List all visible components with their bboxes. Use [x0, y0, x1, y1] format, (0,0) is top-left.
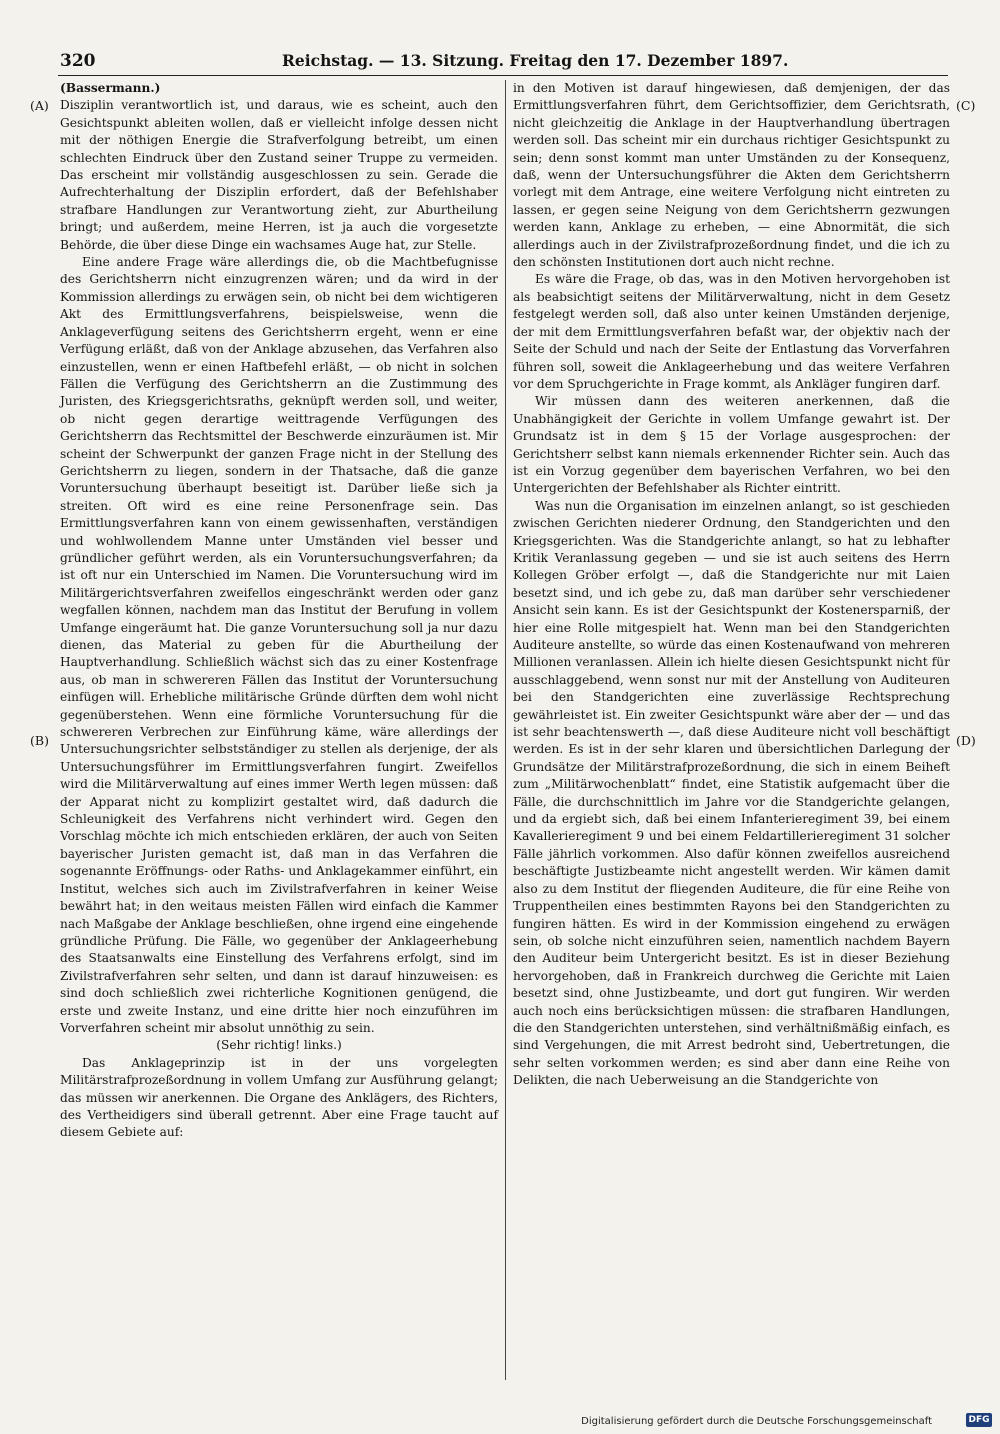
- running-title: Reichstag. — 13. Sitzung. Freitag den 17. Dezember 1897.: [282, 51, 789, 70]
- speaker-name: (Bassermann.): [60, 81, 161, 95]
- paragraph: Wir müssen dann des weiteren anerkennen, daß die Unabhängigkeit der Gerichte in vollem Umfange gewahrt ist. Der Grundsatz ist in dem § 15 der Vorlage ausgesprochen: der Gerichtsherr selbst kann niemals erkennender Richter sein. Auch das ist ein Vorzug gegenüber dem bayerischen Verfahren, wo bei den Untergerichten der Befehlshaber als Richter eintritt.: [513, 394, 950, 496]
- page-number: 320: [60, 51, 96, 71]
- paragraph: Das Anklageprinzip ist in der uns vorgelegten Militärstrafprozeßordnung in vollem Umfang zur Ausführung gelangt; das müssen wir anerkennen. Die Organe des Anklägers, des Richters, des Vertheidigers sind überall getrennt. Aber eine Frage taucht auf diesem Gebiete auf:: [60, 1055, 498, 1140]
- right-column: [513, 80, 950, 1090]
- left-column: [60, 80, 498, 1142]
- paragraph: in den Motiven ist darauf hingewiesen, daß demjenigen, der das Ermittlungsverfahren führt, dem Gerichtsoffizier, dem Gerichtsrath, nicht gleichzeitig die Anklage in der Hauptverhandlung übertragen werden soll. Das scheint mir ein durchaus richtiger Gesichtspunkt zu sein; denn sonst kommt man unter Umständen zu der Konsequenz, daß, wenn der Untersuchungsführer die Akten dem Gerichtsherrn vorlegt mit dem Antrage, eine weitere Verfolgung nicht eintreten zu lassen, er gegen seine Neigung von dem Gerichtsherrn gezwungen werden kann, Anklage zu erheben, — eine Abnormität, die sich allerdings auch in der Zivilstrafprozeßordnung findet, und die ich zu den schönsten Institutionen dort auch nicht rechne.: [513, 81, 950, 270]
- header-rule: [58, 75, 948, 76]
- digitization-credit: Digitalisierung gefördert durch die Deutsche Forschungsgemeinschaft: [581, 1416, 932, 1427]
- dfg-logo-icon: DFG: [966, 1413, 992, 1427]
- paragraph: Es wäre die Frage, ob das, was in den Motiven hervorgehoben ist als beabsichtigt seitens der Militärverwaltung, nicht in dem Gesetz festgelegt werden soll, daß also unter keinen Umständen derjenige, der mit dem Ermittlungsverfahren befaßt war, der objektiv nach der Seite der Schuld und nach der Seite der Entlastung das Vorverfahren führen soll, soweit die Anklageerhebung und das weitere Verfahren vor dem Spruchgerichte in Frage kommt, als Ankläger fungiren darf.: [513, 272, 950, 391]
- paragraph: Was nun die Organisation im einzelnen anlangt, so ist geschieden zwischen Gerichten niederer Ordnung, den Standgerichten und den Kriegsgerichten. Was die Standgerichte anlangt, so hat zu lebhafter Kritik Veranlassung gegeben — und sie ist auch seitens des Herrn Kollegen Gröber erfolgt —, daß die Standgerichte nur mit Laien besetzt sind, und ich gebe zu, daß man darüber sehr verschiedener Ansicht sein kann. Es ist der Gesichtspunkt der Kostenersparniß, der hier eine Rolle mitgespielt hat. Wenn man bei den Standgerichten Auditeure anstellte, so würde das einen Kostenaufwand von mehreren Millionen veranlassen. Allein ich hielte diesen Gesichtspunkt nicht für ausschlaggebend, wenn sonst nur mit der Anstellung von Auditeuren bei den Standgerichten eine zuverlässige Rechtsprechung gewährleistet ist. Ein zweiter Gesichtspunkt wäre aber der — und das ist sehr beachtenswerth —, daß diese Auditeure nicht voll beschäftigt werden. Es ist in der sehr klaren und übersichtlichen Darlegung der Grundsätze der Militärstrafprozeßordnung, die sich in einem Beiheft zum „Militärwochenblatt“ findet, eine Statistik aufgemacht über die Fälle, die durchschnittlich im Jahre vor die Standgerichte gelangen, und da ergiebt sich, daß bei einem Infanterieregiment 39, bei einem Kavallerieregiment 9 und bei einem Feldartillerieregiment 31 solcher Fälle jährlich vorkommen. Also dafür können zweifellos ausreichend beschäftigte Justizbeamte nicht angestellt werden. Wir kämen damit also zu dem Institut der fliegenden Auditeure, die für eine Reihe von Truppentheilen eines bestimmten Rayons bei den Standgerichten zu fungiren hätten. Es wird in der Kommission eingehend zu erwägen sein, ob solche nicht einzuführen seien, namentlich nachdem Bayern den Auditeur beim Untergericht besitzt. Es ist in dieser Beziehung hervorgehoben, daß in Frankreich durchweg die Gerichte mit Laien besetzt sind, ohne Justizbeamte, und dort gut fungiren. Wir werden auch noch eins berücksichtigen müssen: die strafbaren Handlungen, die den Standgerichten unterstehen, sind verhältnißmäßig einfach, es sind Vergehungen, die mit Arrest bedroht sind, Uebertretungen, die sehr selten vorkommen werden; es sind aber dann eine Reihe von Delikten, die nach Ueberweisung an die Standgerichte von: [513, 498, 950, 1088]
- margin-marker-d: (D): [956, 733, 976, 748]
- column-divider: [505, 80, 506, 1380]
- paragraph: Eine andere Frage wäre allerdings die, ob die Machtbefugnisse des Gerichtsherrn nicht einzugrenzen wären; und da wird in der Kommission allerdings zu erwägen sein, ob nicht bei dem wichtigeren Akt des Ermittlungsverfahrens, beispielsweise, wenn die Anklageverfügung seitens des Gerichtsherrn ergeht, wenn er eine Verfügung erläßt, daß von der Anklage abzusehen, das Verfahren also einzustellen, wenn er einen Haftbefehl erläßt, — ob nicht in solchen Fällen die Verfügung des Gerichtsherrn an die Zustimmung des Juristen, des Kriegsgerichtsraths, geknüpft werden soll, und weiter, ob nicht gegen derartige weittragende Verfügungen des Gerichtsherrn das Rechtsmittel der Beschwerde einzuräumen ist. Mir scheint der Schwerpunkt der ganzen Frage nicht in der Stellung des Gerichtsherrn zu liegen, sondern in der Thatsache, daß die ganze Voruntersuchung überhaupt beseitigt ist. Darüber ließe sich ja streiten. Oft wird es eine reine Personenfrage sein. Das Ermittlungsverfahren kann von einem gewissenhaften, verständigen und wohlwollendem Manne unter Umständen viel besser und gründlicher geführt werden, als ein Voruntersuchungsverfahren; da ist oft nur ein Unterschied im Namen. Die Voruntersuchung wird im Militärgerichtsverfahren zweifellos eingeschränkt werden oder ganz wegfallen können, nachdem man das Institut der Berufung in vollem Umfange eingeräumt hat. Die ganze Voruntersuchung soll ja nur dazu dienen, das Material zu geben für die Aburtheilung der Hauptverhandlung. Schließlich wächst sich das zu einer Kostenfrage aus, ob man in schwereren Fällen das Institut der Voruntersuchung einfügen will. Erhebliche militärische Gründe dürften dem wohl nicht gegenüberstehen. Wenn eine förmliche Voruntersuchung für die schwereren Verbrechen zur Einführung käme, wäre allerdings der Untersuchungsrichter selbstständiger zu stellen als derjenige, der als Untersuchungsführer im Ermittlungsverfahren fungirt. Zweifellos wird die Militärverwaltung auf eines immer Werth legen müssen: daß der Apparat nicht zu komplizirt gestaltet wird, daß dadurch die Schleunigkeit des Verfahrens nicht verhindert wird. Gegen den Vorschlag möchte ich mich entschieden erklären, der auch von Seiten bayerischer Juristen gemacht ist, daß man in das Verfahren die sogenannte Eröffnungs- oder Raths- und Anklagekammer einführt, ein Institut, welches sich auch im Zivilstrafverfahren in keiner Weise bewährt hat; in den weitaus meisten Fällen wird einfach die Kammer nach Maßgabe der Anklage beschließen, ohne irgend eine eingehende gründliche Prüfung. Die Fälle, wo gegenüber der Anklageerhebung des Staatsanwalts eine Einstellung des Verfahrens erfolgt, sind im Zivilstrafverfahren sehr selten, und dann ist darauf hinzuweisen: es sind doch schließlich zwei richterliche Kognitionen genügend, die erste und zweite Instanz, und eine dritte hier noch einzuführen im Vorverfahren scheint mir absolut unnöthig zu sein.: [60, 255, 498, 1035]
- margin-marker-c: (C): [956, 98, 976, 113]
- page-header: [60, 51, 946, 75]
- margin-marker-a: (A): [30, 98, 49, 113]
- interjection: (Sehr richtig! links.): [216, 1038, 342, 1053]
- margin-marker-b: (B): [30, 733, 49, 748]
- paragraph: Disziplin verantwortlich ist, und daraus, wie es scheint, auch den Gesichtspunkt ableiten wollen, daß er vielleicht infolge dessen nicht mit der nöthigen Energie die Strafverfolgung betreibt, um einen schlechten Eindruck über den Zustand seiner Truppe zu vermeiden. Das erscheint mir vollständig ausgeschlossen zu sein. Gerade die Aufrechterhaltung der Disziplin erfordert, daß der Befehlshaber strafbare Handlungen zur Verantwortung zieht, zur Aburtheilung bringt; und außerdem, meine Herren, ist ja auch die vorgesetzte Behörde, die über diese Dinge ein wachsames Auge hat, zur Stelle.: [60, 98, 498, 252]
